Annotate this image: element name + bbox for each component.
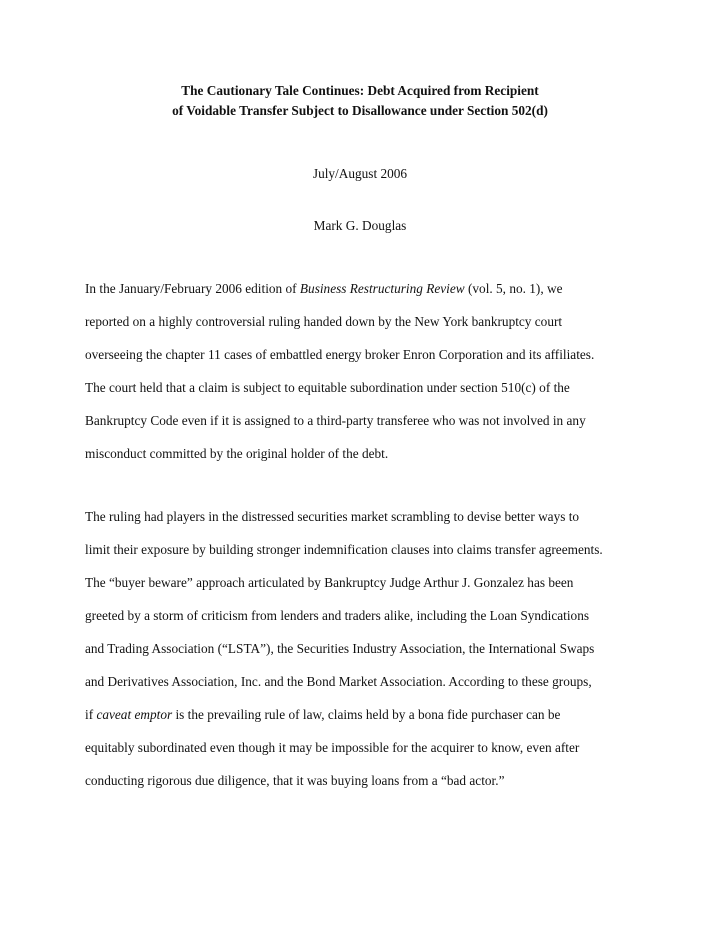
paragraph-line: Bankruptcy Code even if it is assigned to a third-party transferee who was not involved in any bbox=[85, 413, 586, 428]
paragraph-line: The ruling had players in the distressed securities market scrambling to devise better ways to bbox=[85, 509, 580, 524]
paragraph-line: overseeing the chapter 11 cases of embattled energy broker Enron Corporation and its affiliates. bbox=[85, 347, 595, 362]
paragraph-line: reported on a highly controversial ruling handed down by the New York bankruptcy court bbox=[85, 314, 563, 329]
paragraph-line: equitably subordinated even though it may be impossible for the acquirer to know, even after bbox=[85, 740, 580, 755]
paragraph-line: limit their exposure by building stronger indemnification clauses into claims transfer agreements. bbox=[85, 542, 603, 557]
title-line-1: The Cautionary Tale Continues: Debt Acquired from Recipient bbox=[181, 83, 539, 98]
paragraph-line: and Derivatives Association, Inc. and the Bond Market Association. According to these groups, bbox=[85, 674, 592, 689]
document-title bbox=[0, 81, 720, 121]
paragraph-line: if caveat emptor is the prevailing rule of law, claims held by a bona fide purchaser can be bbox=[85, 707, 561, 722]
paragraph-line: greeted by a storm of criticism from lenders and traders alike, including the Loan Syndications bbox=[85, 608, 590, 623]
paragraph-line: The “buyer beware” approach articulated by Bankruptcy Judge Arthur J. Gonzalez has been bbox=[85, 575, 574, 590]
publication-name: Business Restructuring Review bbox=[299, 281, 465, 296]
title-line-2: of Voidable Transfer Subject to Disallowance under Section 502(d) bbox=[172, 103, 548, 118]
latin-phrase: caveat emptor bbox=[96, 707, 173, 722]
paragraph-line: conducting rigorous due diligence, that it was buying loans from a “bad actor.” bbox=[85, 773, 505, 788]
paragraph-line: The court held that a claim is subject to equitable subordination under section 510(c) of the bbox=[85, 380, 570, 395]
paragraph-line: In the January/February 2006 edition of Business Restructuring Review (vol. 5, no. 1), we bbox=[85, 281, 563, 296]
author-name: Mark G. Douglas bbox=[313, 218, 407, 233]
paragraph-line: misconduct committed by the original holder of the debt. bbox=[85, 446, 389, 461]
publication-date: July/August 2006 bbox=[312, 166, 408, 181]
paragraph-line: and Trading Association (“LSTA”), the Securities Industry Association, the International Swaps bbox=[85, 641, 595, 656]
